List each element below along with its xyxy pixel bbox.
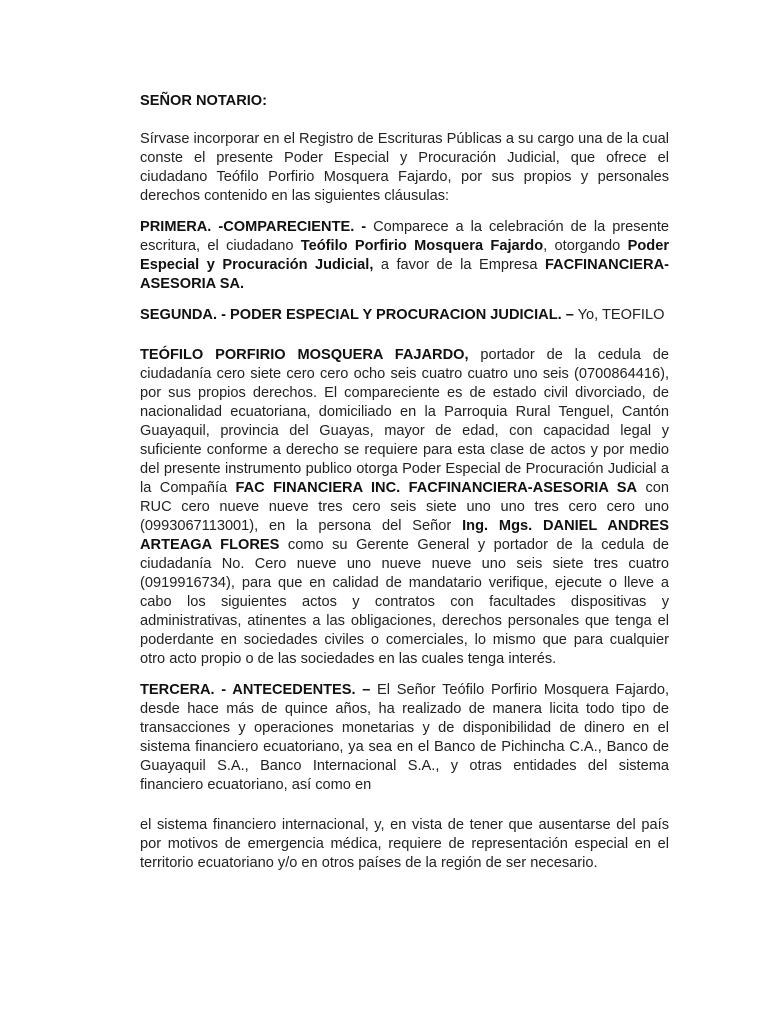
clause-primera-poder: Poder Especial y Procuración Judicial,: [140, 238, 669, 273]
continuation-paragraph: el sistema financiero internacional, y, en vista de tener que ausentarse del país por motivos de emergencia médica, requiere de representación especial en el territorio ecuatoriano y/o en otros países de la región de ser necesario.: [140, 817, 669, 871]
grantor-name: TEÓFILO PORFIRIO MOSQUERA FAJARDO,: [140, 347, 469, 363]
clause-segunda: [140, 306, 669, 325]
document-heading: SEÑOR NOTARIO:: [140, 93, 268, 109]
clause-primera-label: PRIMERA. -COMPARECIENTE. -: [140, 219, 367, 235]
intro-paragraph: Sírvase incorporar en el Registro de Escrituras Públicas a su cargo una de la cual conste el presente Poder Especial y Procuración Judicial, que ofrece el ciudadano Teófilo Porfirio Mosquera Fajardo, por sus propios y personales derechos contenido en las siguientes cláusulas:: [140, 131, 669, 204]
clause-primera-name: Teófilo Porfirio Mosquera Fajardo: [300, 238, 544, 254]
manager-name: Ing. Mgs. DANIEL ANDRES ARTEAGA FLORES: [140, 518, 670, 553]
company-name: FAC FINANCIERA INC. FACFINANCIERA-ASESORIA SA: [235, 480, 638, 496]
clause-primera-empresa: FACFINANCIERA-ASESORIA SA.: [140, 257, 669, 292]
clause-primera: [140, 218, 669, 294]
clause-segunda-body-text-1: portador de la cedula de ciudadanía cero siete cero cero ocho seis cuatro cuatro uno seis (0700864416), por sus propios derechos. El compareciente es de estado civil divorciado, de nacionalidad ecuatoriana, domiciliado en la Parroquia Rural Tenguel, Cantón Guayaquil, provincia del Guayas, mayor de edad, con capacidad legal y suficiente conforme a derecho se requiere para esta clase de actos y por medio del presente instrumento publico otorga Poder Especial de Procuración Judicial a la Compañía: [140, 347, 669, 496]
clause-segunda-label: SEGUNDA. - PODER ESPECIAL Y PROCURACION JUDICIAL. –: [140, 307, 574, 323]
clause-segunda-text: Yo, TEOFILO: [573, 307, 665, 323]
clause-primera-text-3: a favor de la Empresa: [373, 257, 545, 273]
clause-tercera-text: El Señor Teófilo Porfirio Mosquera Fajardo, desde hace más de quince años, ha realizado de manera licita todo tipo de transacciones y operaciones monetarias y de disponibilidad de dinero en el sistema financiero ecuatoriano, ya sea en el Banco de Pichincha C.A., Banco de Guayaquil S.A., Banco Internacional S.A., y otras entidades del sistema financiero ecuatoriano, así como en: [140, 682, 669, 793]
clause-tercera: [140, 681, 669, 795]
clause-segunda-body: [140, 346, 669, 669]
document-page: [140, 92, 669, 885]
clause-segunda-body-text-2: con RUC cero nueve nueve tres cero seis siete uno uno tres cero cero uno (0993067113001), en la persona del Señor: [140, 480, 669, 534]
clause-primera-text-1: Comparece a la celebración de la presente escritura, el ciudadano: [140, 219, 670, 254]
clause-primera-text-2: , otorgando: [543, 238, 628, 254]
clause-segunda-body-text-3: como su Gerente General y portador de la cedula de ciudadanía No. Cero nueve uno nueve nueve uno seis siete tres cuatro (0919916734), para que en calidad de mandatario verifique, ejecute o lleve a cabo los siguientes actos y contratos con facultades dispositivas y administrativas, atinentes a las obligaciones, derechos personales que tenga el poderdante en sociedades civiles o comerciales, lo mismo que para cualquier otro acto propio o de las sociedades en las cuales tenga interés.: [140, 537, 670, 667]
clause-tercera-label: TERCERA. - ANTECEDENTES. –: [140, 682, 371, 698]
